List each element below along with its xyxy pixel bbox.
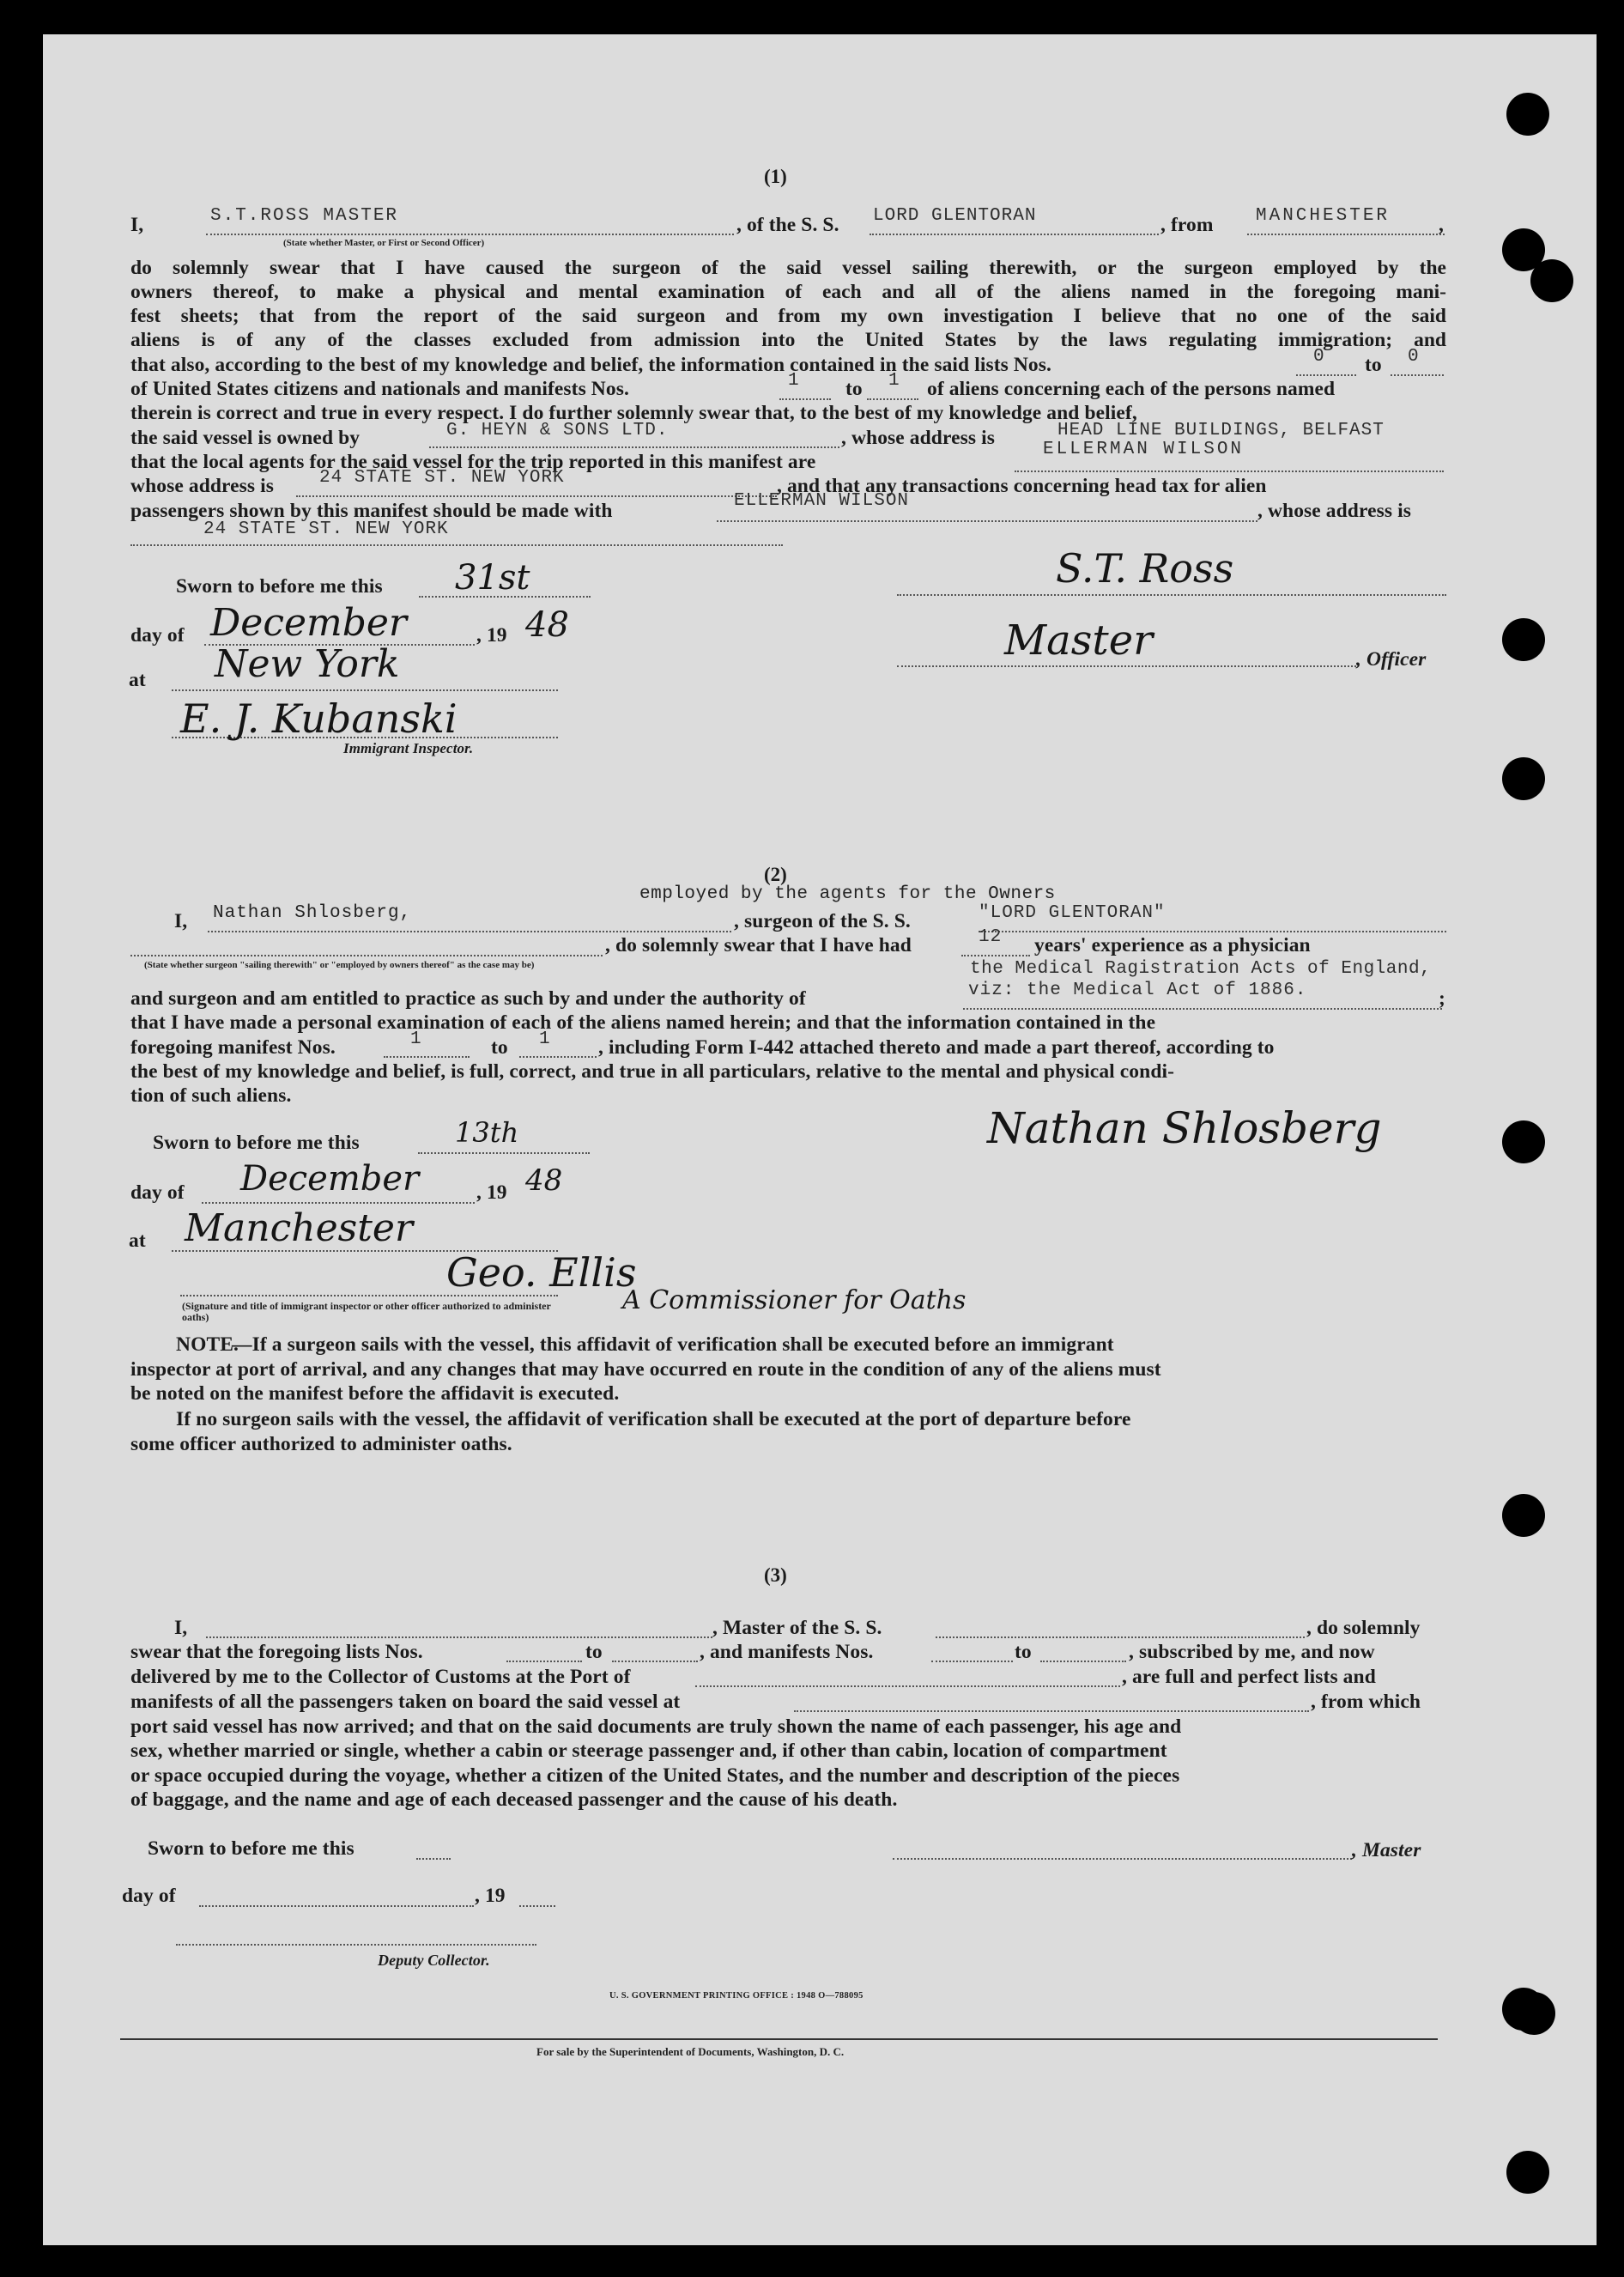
s2-to: to [491,1036,508,1059]
s3-sworn: Sworn to before me this [148,1837,354,1860]
s3-line2a: swear that the foregoing lists Nos. [130,1641,423,1663]
s3-line3b: , are full and perfect lists and [1122,1666,1376,1688]
s3-day-of: day of [122,1885,176,1907]
s3-manifest-to-line [1040,1661,1126,1662]
s1-headtax-address: 24 STATE ST. NEW YORK [203,519,449,539]
s2-i-label: I, [174,910,188,932]
footer-rule [120,2038,1438,2040]
s3-deputy-caption: Deputy Collector. [378,1952,490,1969]
s1-to: to [1365,354,1382,376]
s3-to2: to [1015,1641,1032,1663]
s2-sworn-month: December [240,1159,420,1199]
bleed-through [687,137,694,167]
s2-surgeon-of: , surgeon of the S. S. [734,910,911,932]
punch-hole [1502,618,1545,661]
s1-master-name: S.T.ROSS MASTER [210,206,399,226]
s1-officer-title-line [897,665,1356,667]
s1-master-line [206,234,734,235]
s1-owner: G. HEYN & SONS LTD. [446,421,669,440]
note-line: If no surgeon sails with the vessel, the affidavit of verification shall be executed at the port of departure before [176,1408,1131,1430]
s1-line: do solemnly swear that I have caused the surgeon of the said vessel sailing therewith, or the surgeon employed by the [130,257,1446,279]
note-line: inspector at port of arrival, and any changes that may have occurred en route in the condition of any of the aliens must [130,1358,1161,1381]
s2-authority-line [963,1008,1442,1010]
s2-years-line [961,955,1030,956]
s3-year-line [519,1905,555,1907]
s2-line2b: years' experience as a physician [1034,934,1311,956]
s3-deputy-line [176,1944,536,1946]
s2-line3a: and surgeon and am entitled to practice as such by and under the authority of [130,987,806,1010]
s2-reg-acts: the Medical Ragistration Acts of England, [970,959,1432,979]
s1-line11b: , whose address is [1257,500,1411,522]
s2-officer-caption: (Signature and title of immigrant inspector or other officer authorized to administer oaths) [182,1300,551,1323]
s1-line8a: the said vessel is owned by [130,427,361,449]
s1-inspector-signature: E. J. Kubanski [180,695,458,742]
s2-manifests-to: 1 [539,1029,551,1049]
s1-line5: that also, according to the best of my knowledge and belief, the information contained in the said lists Nos. [130,354,1051,376]
s2-sworn-day-line [418,1152,590,1154]
punch-hole [1502,757,1545,800]
s3-lists-to-line [612,1661,698,1662]
s1-agents: ELLERMAN WILSON [1043,440,1245,459]
s3-i-label: I, [174,1617,188,1639]
s1-day-of: day of [130,624,185,647]
s1-line10a: whose address is [130,475,275,497]
s2-at: at [129,1230,146,1252]
s1-year: 48 [525,605,569,645]
s1-headtax-line [717,520,1257,522]
s1-lists-to-line [1391,374,1444,376]
footer-gpo: U. S. GOVERNMENT PRINTING OFFICE : 1948 O—788095 [609,1991,864,2001]
s1-owner-address: HEAD LINE BUILDINGS, BELFAST [1057,421,1385,440]
s1-at-line [172,689,558,691]
s2-month-line [202,1202,475,1204]
s1-port-line [1247,234,1445,235]
s2-line5a: foregoing manifest Nos. [130,1036,336,1059]
note-label: NOTE. [176,1333,239,1356]
s1-line7: therein is correct and true in every respect. I do further solemnly swear that, to the best of my knowledge and belief, [130,402,1137,424]
s2-manifest-from-line [384,1056,470,1058]
s1-sworn-day: 31st [455,558,530,598]
s2-officer-title: A Commissioner for Oaths [622,1285,967,1315]
s2-line4: that I have made a personal examination of each of the aliens named herein; and that the information contained in the [130,1011,1156,1034]
s1-officer-sig-line [897,594,1446,596]
s2-caption-line [130,955,603,956]
s3-line2c: , subscribed by me, and now [1129,1641,1375,1663]
s1-officer-caption: , Officer [1356,648,1427,671]
s1-vessel: LORD GLENTORAN [873,206,1037,226]
punch-hole [1530,259,1573,302]
section-1-number: (1) [764,166,787,187]
s1-line9: that the local agents for the said vessel for the trip reported in this manifest are [130,451,816,473]
s1-paragraph [130,256,1446,352]
s2-manifest-to-line [519,1056,597,1058]
s3-vessel-at-line [794,1710,1309,1712]
section-3-number: (3) [764,1564,787,1586]
s1-of-ss: , of the S. S. [736,214,839,236]
punch-hole [1502,1494,1545,1537]
s3-line4b: , from which [1311,1691,1421,1713]
s3-line: port said vessel has now arrived; and that on the said documents are truly shown the name of each passenger, his age and [130,1715,1182,1738]
s2-surgeon-signature: Nathan Shlosberg [987,1103,1382,1153]
s1-manifest-from-line [779,398,831,400]
s1-headtax-address-line [130,544,783,546]
punch-hole [1512,1992,1555,2035]
s3-sworn-day-line [416,1858,451,1860]
s1-master-caption: (State whether Master, or First or Second Officer) [283,238,485,248]
s2-sworn-place: Manchester [185,1206,413,1250]
s1-line6b: of aliens concerning each of the persons named [927,378,1336,400]
section-2-number: (2) [764,864,787,885]
s2-line2a: , do solemnly swear that I have had [605,934,912,956]
s2-sworn-day: 13th [455,1116,519,1149]
s3-port-line [695,1685,1120,1687]
punch-hole [1502,1120,1545,1163]
s3-line3a: delivered by me to the Collector of Customs at the Port of [130,1666,631,1688]
s2-vessel: "LORD GLENTORAN" [979,903,1166,923]
s1-sworn-place: New York [215,642,400,686]
s1-agents-line [1015,471,1444,472]
s2-surgeon-name: Nathan Shlosberg, [213,903,412,923]
note-line: some officer authorized to administer oaths. [130,1433,512,1455]
s2-manifests-from: 1 [410,1029,422,1049]
s1-officer-signature: S.T. Ross [1056,545,1234,592]
s1-manifest-to-line [867,398,918,400]
s1-officer-title: Master [1004,616,1154,665]
s1-agent-address: 24 STATE ST. NEW YORK [319,468,565,488]
note-line: be noted on the manifest before the affidavit is executed. [130,1382,620,1405]
s1-lists-from: 0 [1313,347,1325,367]
s2-caption: (State whether surgeon "sailing therewith" or "employed by owners thereof" as the case may be) [144,960,535,970]
s1-vessel-line [870,234,1159,235]
s1-lists-to: 0 [1408,347,1420,367]
s1-i-label: I, [130,214,144,236]
s1-sworn: Sworn to before me this [176,575,383,598]
s3-line: sex, whether married or single, whether a cabin or steerage passenger and, if other than cabin, location of compartment [130,1740,1167,1762]
s3-line2b: , and manifests Nos. [700,1641,874,1663]
note-line: —If a surgeon sails with the vessel, this affidavit of verification shall be executed before an immigrant [232,1333,1114,1356]
s1-manifests-to: 1 [888,371,900,391]
s2-authority: viz: the Medical Act of 1886. [968,981,1307,1000]
s3-master-line [206,1636,712,1638]
s3-month-line [199,1905,474,1907]
s1-line10b: , and that any transactions concerning head tax for alien [777,475,1267,497]
s2-surgeon-line [208,931,731,932]
s3-line4a: manifests of all the passengers taken on board the said vessel at [130,1691,681,1713]
s3-line: of baggage, and the name and age of each deceased passenger and the cause of his death. [130,1788,898,1811]
punch-hole [1506,93,1549,136]
s2-years: 12 [979,927,1003,947]
s2-year: 48 [525,1163,563,1198]
s1-agent-address-line [296,495,777,497]
s3-master-caption: , Master [1352,1839,1421,1861]
s3-master-sig-line [893,1858,1352,1860]
s1-line: fest sheets; that from the report of the said surgeon and from my own investigation I believe that no one of the said [130,305,1446,327]
s1-port: MANCHESTER [1256,206,1391,226]
s1-at: at [129,669,146,691]
s2-employed: employed by the agents for the Owners [639,884,1056,904]
s3-year-prefix: , 19 [475,1885,506,1907]
s3-lists-from-line [506,1661,582,1662]
s3-master-of: , Master of the S. S. [712,1617,882,1639]
s3-to: to [585,1641,603,1663]
s3-vessel-line [936,1636,1305,1638]
footer-sale: For sale by the Superintendent of Documents, Washington, D. C. [536,2045,845,2058]
s1-from: , from [1160,214,1214,236]
s1-line: aliens is of any of the classes excluded from admission into the United States by the laws regulating immigration; and [130,329,1446,351]
s2-year-prefix: , 19 [476,1181,507,1204]
s3-solemnly: , do solemnly [1306,1617,1421,1639]
s1-inspector-caption: Immigrant Inspector. [343,740,474,756]
s2-sworn: Sworn to before me this [153,1132,360,1154]
s1-sworn-month: December [210,601,407,645]
s3-manifest-from-line [931,1661,1013,1662]
s1-owner-line [429,446,839,448]
s1-line8b: , whose address is [841,427,995,449]
s1-lists-from-line [1296,374,1356,376]
s2-line6: the best of my knowledge and belief, is full, correct, and true in all particulars, relative to the mental and physical condi- [130,1060,1175,1083]
s1-headtax-agent: ELLERMAN WILSON [734,491,910,511]
s2-day-of: day of [130,1181,185,1204]
s1-manifests-from: 1 [788,371,800,391]
s2-semicolon: ; [1439,987,1445,1010]
s1-year-prefix: , 19 [476,624,507,647]
s2-vessel-line [979,931,1446,932]
s1-comma: , [1439,214,1444,236]
s1-line: owners thereof, to make a physical and mental examination of each and all of the aliens named in the foregoing mani- [130,281,1446,303]
s3-line: or space occupied during the voyage, whether a citizen of the United States, and the number and description of the pieces [130,1764,1180,1787]
s2-line5b: , including Form I-442 attached thereto and made a part thereof, according to [598,1036,1275,1059]
s1-line6a: of United States citizens and nationals and manifests Nos. [130,378,629,400]
s1-to2: to [845,378,863,400]
s2-officer-signature: Geo. Ellis [446,1249,637,1296]
s1-line11a: passengers shown by this manifest should be made with [130,500,613,522]
punch-hole [1506,2151,1549,2194]
s2-line7: tion of such aliens. [130,1084,292,1107]
